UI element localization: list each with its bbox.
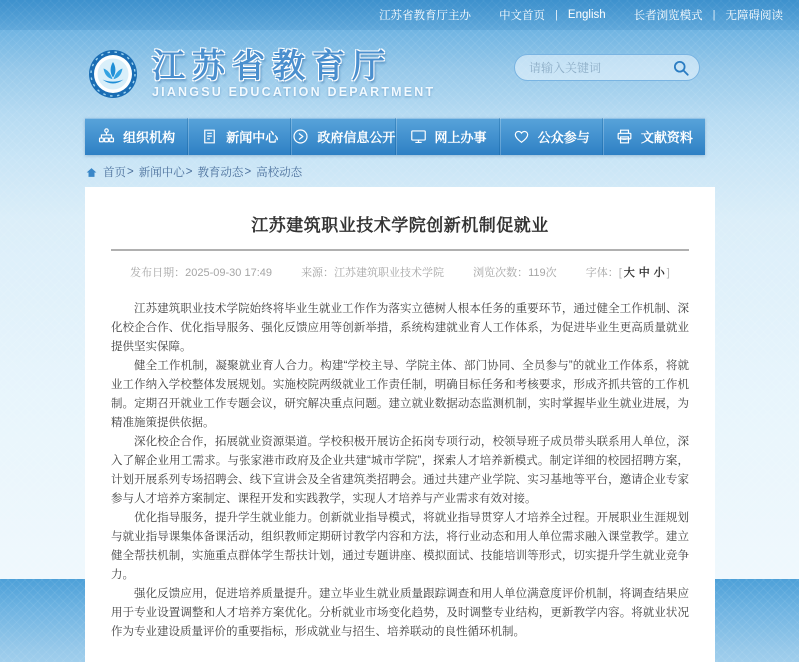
nav-item-label: 新闻中心: [226, 130, 279, 145]
nav-item-organization[interactable]: [85, 118, 187, 155]
breadcrumb-separator: >: [244, 166, 252, 178]
article-meta: [111, 264, 689, 280]
article-body: [111, 300, 689, 642]
nav-item-label: 文献资料: [640, 130, 693, 145]
article-paragraph: 健全工作机制，凝聚就业育人合力。构建“学校主导、学院主体、部门协同、全员参与”的就业工作体系，将就业工作纳入学校整体发展规划。实施校院两级就业工作责任制，明确目标任务和考核要求，形成齐抓共管的工作机制。定期召开就业工作专题会议，研究解决重点问题。建立就业数据动态监测机制，实时掌握毕业生就业进展，为精准施策提供依据。: [111, 360, 689, 429]
article-paragraph: 强化反馈应用，促进培养质量提升。建立毕业生就业质量跟踪调查和用人单位满意度评价机制，将调查结果应用于专业设置调整和人才培养方案优化。分析就业市场变化趋势，及时调整专业结构，更新教学内容。将就业状况作为专业建设质量评价的重要指标，形成就业与招生、培养联动的良性循环机制。: [111, 588, 689, 638]
public-participation-icon: [512, 127, 531, 146]
nav-item-label: 网上办事: [434, 130, 487, 145]
topbar-link-accessibility[interactable]: 无障碍阅读: [725, 10, 783, 22]
font-size-small-button[interactable]: 小: [653, 267, 665, 279]
breadcrumb-home[interactable]: 首页: [103, 167, 126, 179]
site-header: [0, 30, 799, 118]
news-icon: [200, 127, 219, 146]
site-name: 江苏省教育厅: [152, 47, 392, 84]
topbar-separator: |: [712, 9, 716, 21]
search-icon: [672, 59, 690, 77]
nav-item-archives[interactable]: [602, 118, 705, 155]
article-title: 江苏建筑职业技术学院创新机制促就业: [251, 216, 549, 235]
nav-item-online-service[interactable]: [395, 118, 498, 155]
bracket-left: [: [618, 267, 622, 279]
site-logo-icon: [88, 49, 138, 99]
article-card: [85, 187, 715, 662]
article-paragraph: 江苏建筑职业技术学院始终将毕业生就业工作作为落实立德树人根本任务的重要环节，通过健全工作机制、深化校企合作、优化指导服务、强化反馈应用等创新举措，系统构建就业育人工作体系，为促进毕业生更高质量就业提供坚实保障。: [111, 303, 689, 353]
nav-item-label: 政府信息公开: [317, 130, 396, 145]
org-chart-icon: [97, 127, 116, 146]
nav-item-info-disclosure[interactable]: [290, 118, 395, 155]
nav-item-news[interactable]: [187, 118, 290, 155]
breadcrumb-education-news[interactable]: 教育动态: [197, 167, 244, 179]
topbar-link-sponsor[interactable]: 江苏省教育厅主办: [379, 10, 472, 22]
topbar-link-chinese-home[interactable]: 中文首页: [499, 10, 546, 22]
info-disclosure-icon: [291, 127, 310, 146]
article-paragraph: 深化校企合作，拓展就业资源渠道。学校积极开展访企拓岗专项行动，校领导班子成员带头联系用人单位，深入了解企业用工需求。与张家港市政府及企业共建“城市学院”，探索人才培养新模式。制定详细的校园招聘方案，计划开展系列专场招聘会、线下宣讲会及全省建筑类招聘会。通过共建产业学院、实习基地等平台，邀请企业专家参与人才培养方案制定、课程开发和实践教学，实现人才培养与产业需求有效对接。: [111, 436, 689, 505]
font-size-control: 字体：[ 大 中 小 ]: [585, 267, 670, 279]
main-nav: [85, 118, 705, 155]
publish-date: 发布日期：2025-09-30 17:49: [130, 267, 272, 279]
site-title-block: [152, 49, 435, 99]
font-size-medium-button[interactable]: 中: [638, 267, 650, 279]
bracket-right: ]: [666, 267, 670, 279]
topbar: [0, 0, 799, 30]
breadcrumb-college-news[interactable]: 高校动态: [256, 167, 303, 179]
archives-icon: [615, 127, 634, 146]
topbar-link-elder-mode[interactable]: 长者浏览模式: [633, 10, 703, 22]
search-box[interactable]: [514, 54, 700, 81]
search-button[interactable]: [672, 59, 690, 77]
nav-item-label: 组织机构: [123, 130, 176, 145]
topbar-link-english[interactable]: English: [567, 9, 606, 21]
view-count: 浏览次数：119次: [473, 267, 557, 279]
breadcrumb: [85, 164, 799, 180]
nav-item-label: 公众参与: [537, 130, 590, 145]
nav-item-public-participation[interactable]: [499, 118, 602, 155]
online-service-icon: [409, 127, 428, 146]
article-source: 来源：江苏建筑职业技术学院: [301, 267, 445, 279]
breadcrumb-separator: >: [185, 166, 193, 178]
breadcrumb-news-center[interactable]: 新闻中心: [138, 167, 185, 179]
breadcrumb-separator: >: [127, 166, 134, 178]
search-input[interactable]: [527, 60, 672, 76]
topbar-separator: |: [555, 9, 558, 21]
article-paragraph: 优化指导服务，提升学生就业能力。创新就业指导模式，将就业指导贯穿人才培养全过程。开展职业生涯规划与就业指导课集体备课活动，组织教师定期研讨教学内容和方法，将行业动态和用人单位需求融入课堂教学。建立健全帮扶机制，实施重点群体学生帮扶计划，通过专题讲座、模拟面试、技能培训等形式，切实提升学生就业竞争力。: [111, 512, 689, 581]
font-size-large-button[interactable]: 大: [623, 267, 635, 279]
title-divider: [111, 249, 689, 251]
home-icon: [85, 166, 98, 179]
site-name-english: JIANGSU EDUCATION DEPARTMENT: [152, 85, 436, 99]
